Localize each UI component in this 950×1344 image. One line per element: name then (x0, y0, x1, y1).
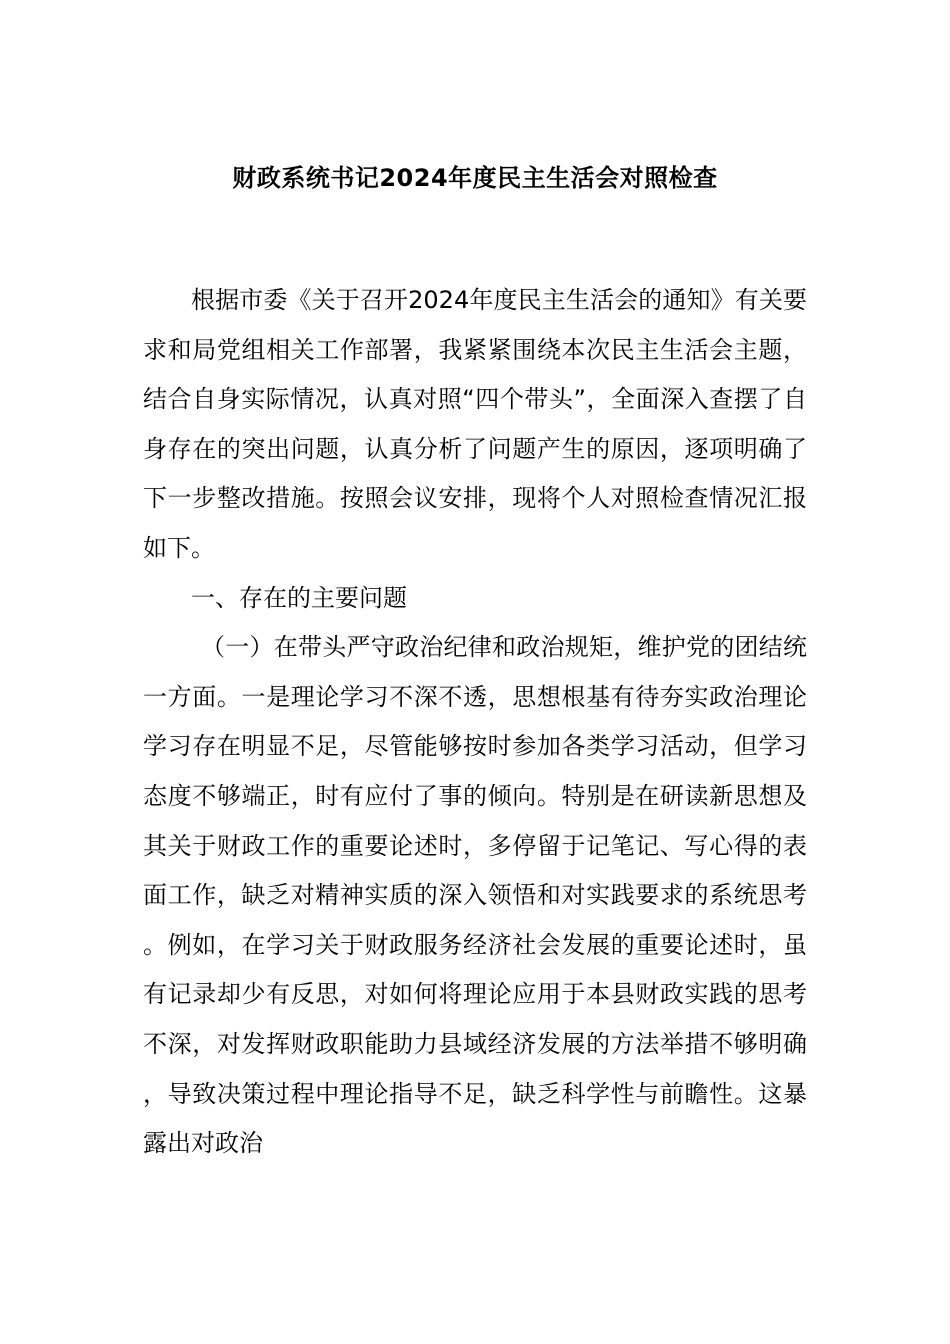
intro-paragraph: 根据市委《关于召开2024年度民主生活会的通知》有关要求和局党组相关工作部署，我紧紧围绕本次民主生活会主题，结合自身实际情况，认真对照“四个带头”，全面深入查摆了自身存在的突出问题，认真分析了问题产生的原因，逐项明确了下一步整改措施。按照会议安排，现将个人对照检查情况汇报如下。 (143, 286, 807, 562)
document-title: 财政系统书记2024年度民主生活会对照检查 (232, 164, 718, 192)
document-body (143, 276, 807, 1169)
section-heading: 一、存在的主要问题 (191, 583, 407, 612)
subsection-paragraph: （一）在带头严守政治纪律和政治规矩，维护党的团结统一方面。一是理论学习不深不透，思想根基有待夯实政治理论学习存在明显不足，尽管能够按时参加各类学习活动，但学习态度不够端正，时有应付了事的倾向。特别是在研读新思想及其关于财政工作的重要论述时，多停留于记笔记、写心得的表面工作，缺乏对精神实质的深入领悟和对实践要求的系统思考。例如，在学习关于财政服务经济社会发展的重要论述时，虽有记录却少有反思，对如何将理论应用于本县财政实践的思考不深，对发挥财政职能助力县域经济发展的方法举措不够明确，导致决策过程中理论指导不足，缺乏科学性与前瞻性。这暴露出对政治 (143, 633, 807, 1158)
